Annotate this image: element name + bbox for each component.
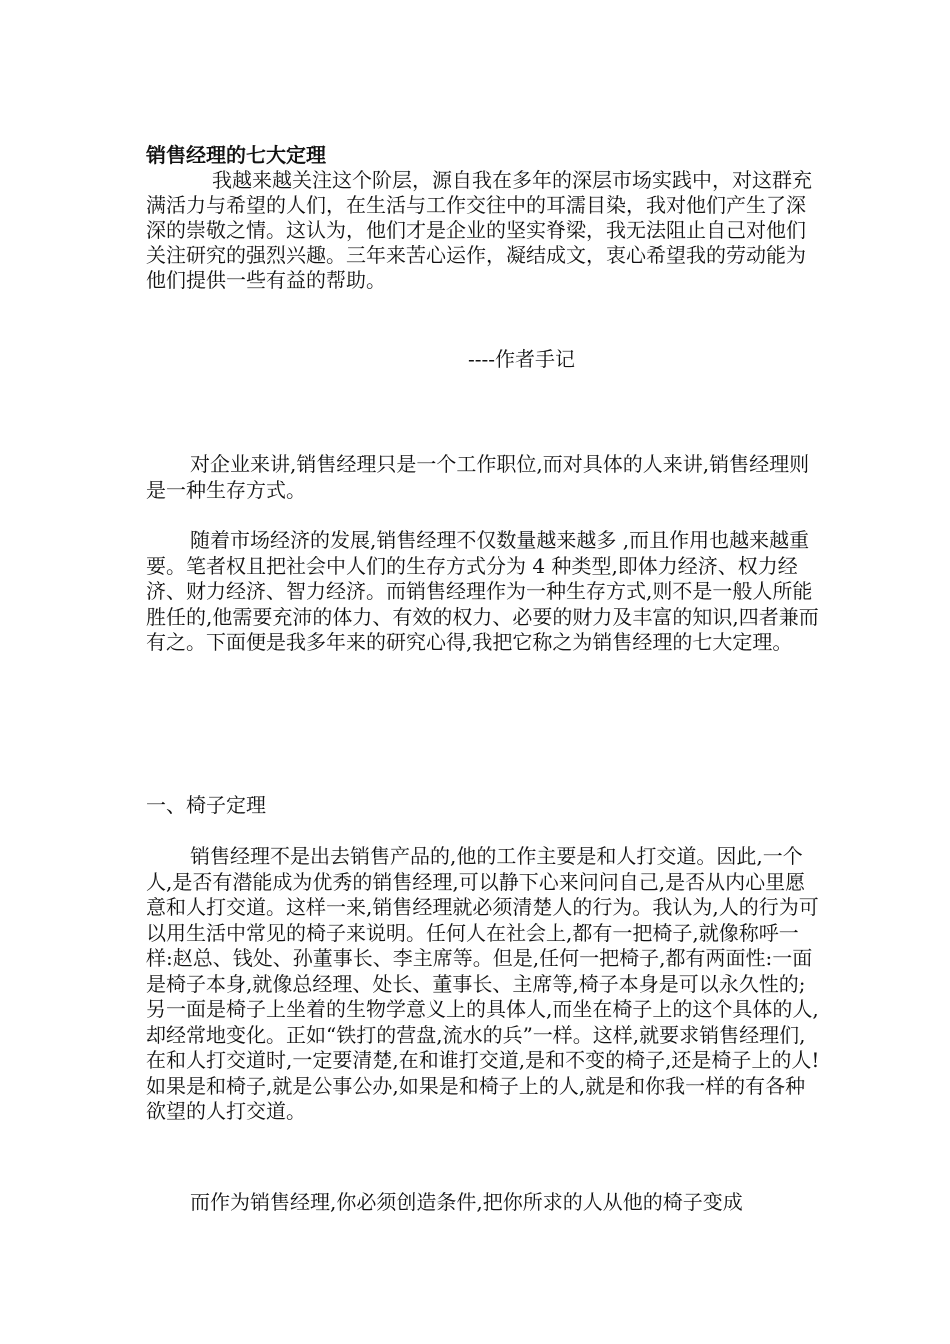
body-paragraph-4 bbox=[146, 1190, 822, 1216]
paragraph-text: 销售经理不是出去销售产品的,他的工作主要是和人打交道。因此,一个人,是否有潜能成为优秀的销售经理,可以静下心来问问自己,是否从内心里愿意和人打交道。这样一来,销售经理就必须清楚人的行为。我认为,人的行为可以用生活中常见的椅子来说明。任何人在社会上,都有一把椅子,就像称呼一样:赵总、钱处、孙董事长、李主席等。但是,任何一把椅子,都有两面性:一面是椅子本身,就像总经理、处长、董事长、主席等,椅子本身是可以永久性的;另一面是椅子上坐着的生物学意义上的具体人,而坐在椅子上的这个具体的人,却经常地变化。正如“铁打的营盘,流水的兵”一样。这样,就要求销售经理们,在和人打交道时,一定要清楚,在和谁打交道,是和不变的椅子,还是椅子上的人!如果是和椅子,就是公事公办,如果是和椅子上的人,就是和你我一样的有各种欲望的人打交道。 bbox=[146, 844, 820, 1123]
intro-paragraph bbox=[146, 168, 822, 293]
section-heading-chair-theorem: 一、椅子定理 bbox=[146, 793, 266, 817]
body-paragraph-3 bbox=[146, 844, 822, 1125]
paragraph-text: 随着市场经济的发展,销售经理不仅数量越来越多 ,而且作用也越来越重要。笔者权且把社会中人们的生存方式分为 4 种类型,即体力经济、权力经济、财力经济、智力经济。而销售经理作为一种生存方式,则不是一般人所能胜任的,他需要充沛的体力、有效的权力、必要的财力及丰富的知识,四者兼而有之。下面便是我多年来的研究心得,我把它称之为销售经理的七大定理。 bbox=[146, 528, 819, 654]
paragraph-text: 而作为销售经理,你必须创造条件,把你所求的人从他的椅子变成 bbox=[190, 1190, 743, 1214]
body-paragraph-1 bbox=[146, 452, 822, 503]
author-signature: ----作者手记 bbox=[468, 347, 576, 371]
body-paragraph-2 bbox=[146, 528, 822, 656]
intro-text: 我越来越关注这个阶层，源自我在多年的深层市场实践中，对这群充满活力与希望的人们，在生活与工作交往中的耳濡目染，我对他们产生了深深的崇敬之情。这认为，他们才是企业的坚实脊梁，我无法阻止自己对他们关注研究的强烈兴趣。三年来苦心运作，凝结成文，衷心希望我的劳动能为他们提供一些有益的帮助。 bbox=[146, 168, 812, 292]
document-title: 销售经理的七大定理 bbox=[146, 143, 326, 167]
paragraph-text: 对企业来讲,销售经理只是一个工作职位,而对具体的人来讲,销售经理则是一种生存方式。 bbox=[146, 452, 810, 502]
